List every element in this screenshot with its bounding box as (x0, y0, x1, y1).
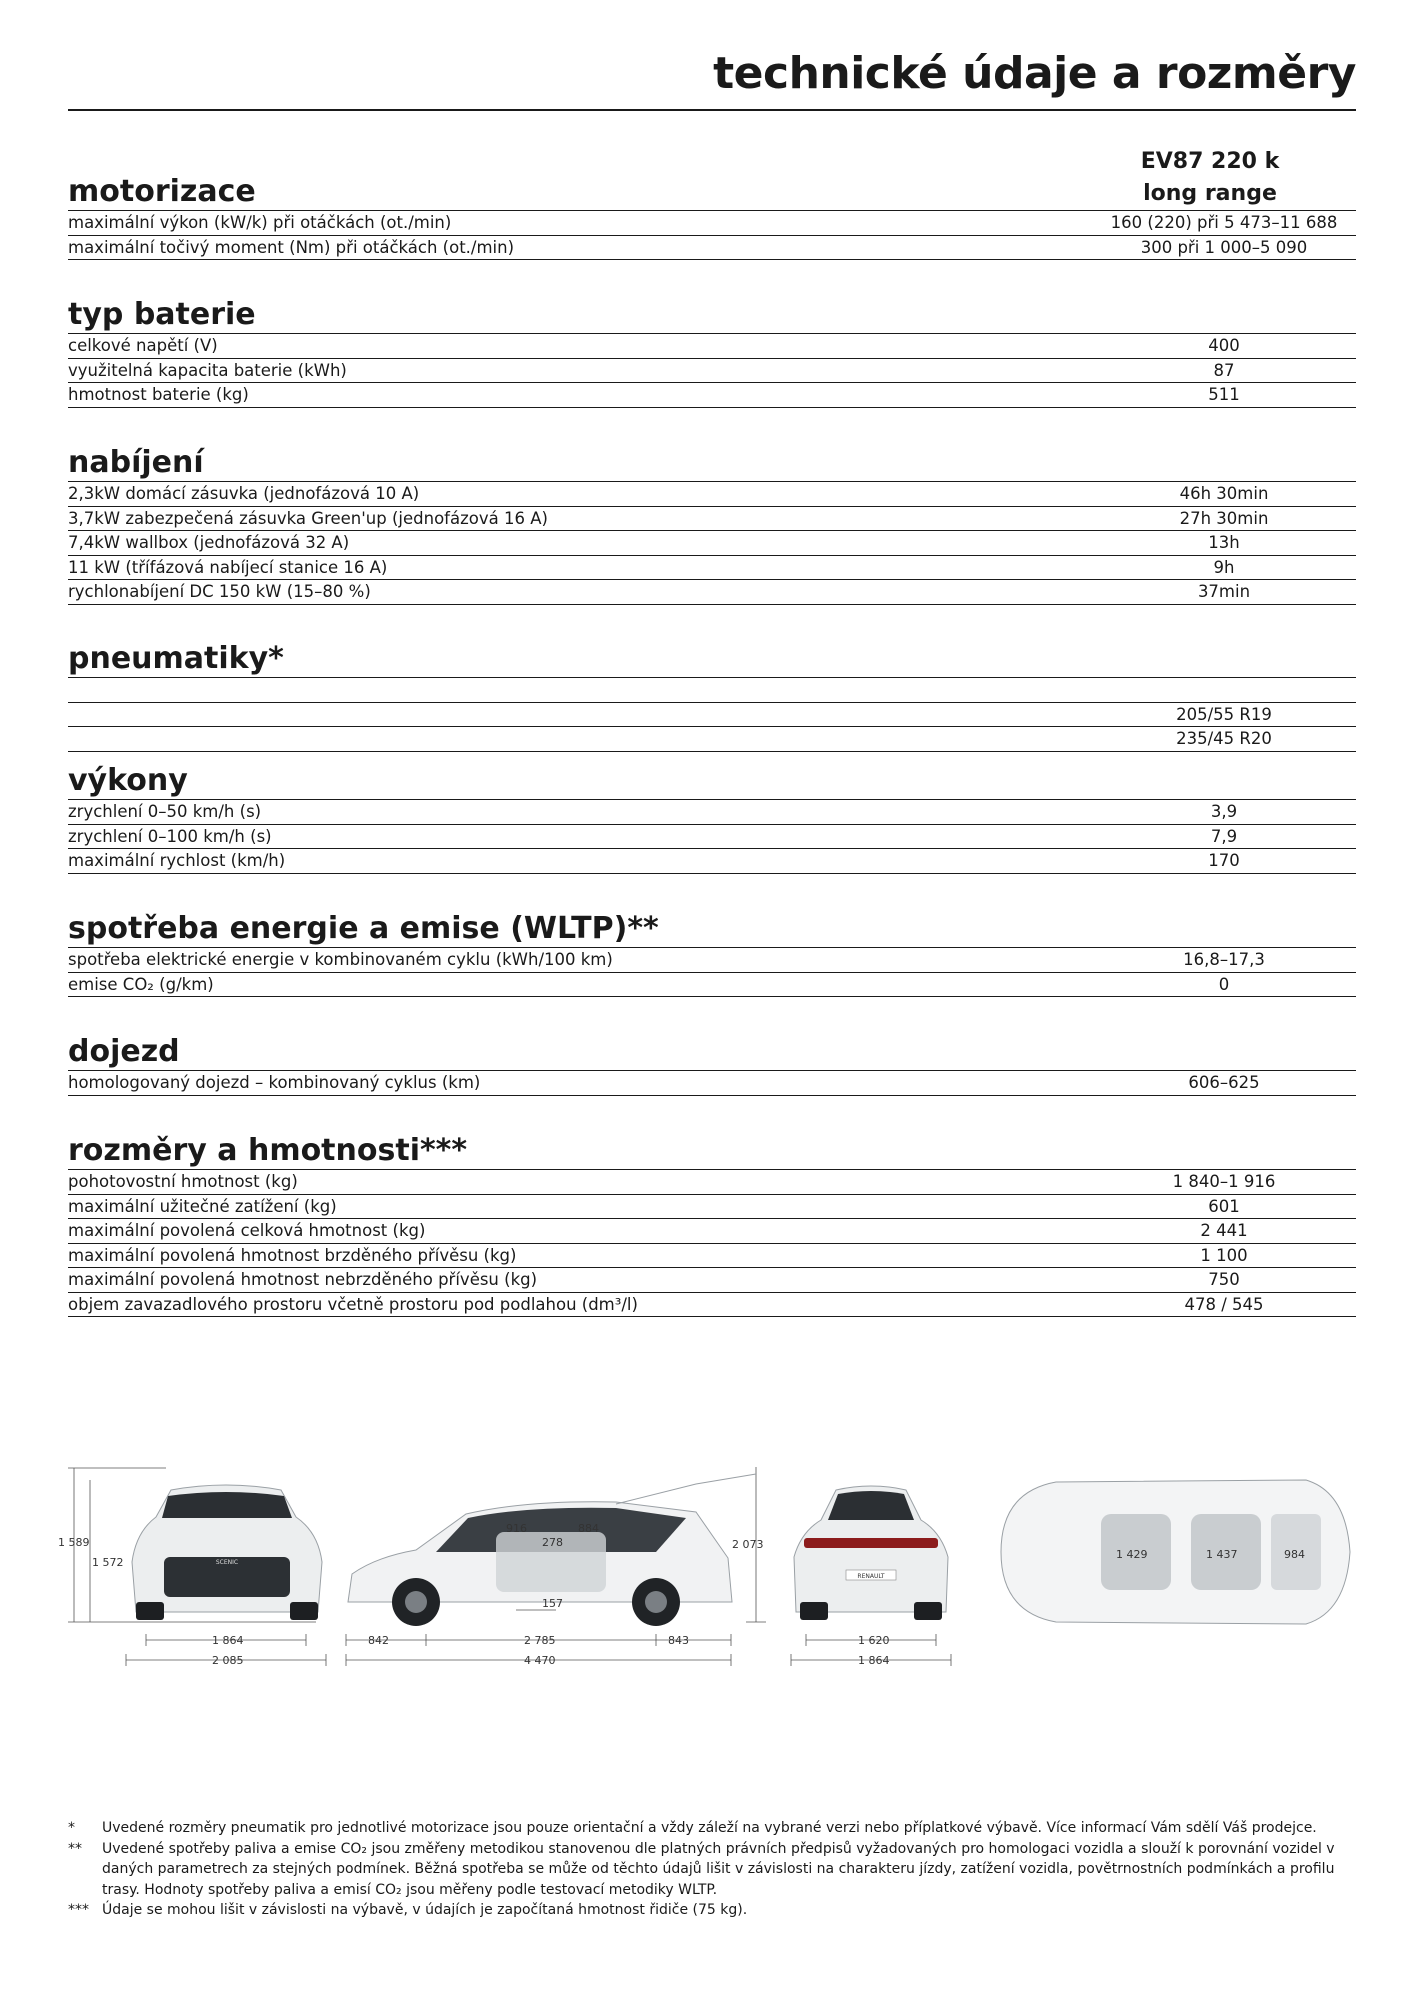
spec-value: 478 / 545 (1184, 1294, 1264, 1314)
dim-interior-front: 916 (506, 1522, 527, 1535)
section-pneumatiky (68, 637, 1356, 752)
spec-value: 7,9 (1210, 826, 1238, 846)
spec-label: homologovaný dojezd – kombinovaný cyklus (km) (68, 1073, 481, 1093)
table-row (68, 556, 1356, 581)
spec-label: zrychlení 0–100 km/h (s) (68, 826, 272, 846)
footnote-text: Uvedené rozměry pneumatik pro jednotlivé motorizace jsou pouze orientační a vždy záleží na vybrané verzi nebo příplatkové výbavě. Více informací Vám sdělí Váš prodejce. (102, 1820, 1317, 1836)
spec-label: 11 kW (třífázová nabíjecí stanice 16 A) (68, 557, 388, 577)
section-heading: rozměry a hmotnosti*** (68, 1129, 1356, 1170)
section-heading: dojezd (68, 1030, 1356, 1071)
footnote (68, 1900, 1356, 1921)
spec-value: 13h (1208, 533, 1240, 553)
dim-rear-overhang: 843 (668, 1634, 689, 1647)
spec-label: 3,7kW zabezpečená zásuvka Green'up (jednofázová 16 A) (68, 508, 548, 528)
footnote (68, 1818, 1356, 1839)
spec-label: spotřeba elektrické energie v kombinovaném cyklu (kWh/100 km) (68, 950, 613, 970)
footnote-text: Uvedené spotřeby paliva a emise CO₂ jsou změřeny metodikou stanovenou dle platných právních předpisů vyžadovaných pro homologaci vozidla a slouží k porovnání vozidel v daných parametrech za stejných podmínek. Běžná spotřeba se může od těchto údajů lišit v závislosti na charakteru jízdy, zatížení vozidla, povětrnostních podmínkách a profilu trasy. Hodnoty spotřeby paliva a emisí CO₂ jsou měřeny podle testovací metodiky WLTP. (102, 1840, 1335, 1898)
spec-label: emise CO₂ (g/km) (68, 974, 214, 994)
spec-value: 170 (1208, 851, 1240, 871)
section-heading: nabíjení (68, 441, 1356, 482)
spec-label: maximální rychlost (km/h) (68, 851, 286, 871)
rear-badge: RENAULT (857, 1573, 885, 1580)
dim-top-width-front: 1 429 (1116, 1548, 1148, 1561)
spec-label: maximální povolená celková hmotnost (kg) (68, 1221, 426, 1241)
table-row (68, 973, 1356, 998)
footnote-mark: * (68, 1820, 75, 1836)
spec-value: 601 (1208, 1196, 1240, 1216)
spec-value: 0 (1218, 974, 1230, 994)
spec-value: 27h 30min (1179, 508, 1269, 528)
spec-value: 300 při 1 000–5 090 (1140, 237, 1308, 257)
table-row (68, 948, 1356, 973)
spec-label: celkové napětí (V) (68, 336, 218, 356)
section-nabijeni (68, 441, 1356, 605)
table-row (68, 334, 1356, 359)
page-title: technické údaje a rozměry (713, 48, 1356, 99)
spec-label: hmotnost baterie (kg) (68, 385, 249, 405)
table-row (68, 1170, 1356, 1195)
table-row (68, 211, 1356, 236)
blank-row (68, 678, 1356, 703)
table-row (68, 825, 1356, 850)
table-row (68, 507, 1356, 532)
spec-value: 750 (1208, 1270, 1240, 1290)
table-row (68, 1219, 1356, 1244)
table-row (68, 359, 1356, 384)
spec-label: objem zavazadlového prostoru včetně prostoru pod podlahou (dm³/l) (68, 1294, 638, 1314)
title-divider (68, 109, 1356, 111)
section-spotreba (68, 907, 1356, 997)
dim-front-width: 1 864 (212, 1634, 244, 1647)
table-row (68, 1071, 1356, 1096)
table-row (68, 236, 1356, 261)
dim-front-height-total: 1 589 (58, 1536, 90, 1549)
car-rear-view (794, 1486, 948, 1620)
spec-value: 16,8–17,3 (1183, 950, 1265, 970)
table-row (68, 1293, 1356, 1318)
dim-front-overhang: 842 (368, 1634, 389, 1647)
dim-front-width-mirrors: 2 085 (212, 1654, 244, 1667)
table-row (68, 482, 1356, 507)
section-dojezd (68, 1030, 1356, 1096)
footnote-mark: ** (68, 1840, 82, 1857)
table-row (68, 800, 1356, 825)
vehicle-dimensions-diagram (56, 1462, 1356, 1692)
spec-label: maximální výkon (kW/k) při otáčkách (ot./min) (68, 213, 452, 233)
section-heading: typ baterie (68, 293, 1356, 334)
spec-value: 3,9 (1210, 802, 1238, 822)
spec-value: 9h (1213, 557, 1235, 577)
section-motorizace (68, 170, 1356, 260)
footnotes (68, 1818, 1356, 1921)
spec-label: zrychlení 0–50 km/h (s) (68, 802, 262, 822)
footnote (68, 1839, 1356, 1901)
section-typ-baterie (68, 293, 1356, 408)
table-row (68, 580, 1356, 605)
table-row (68, 383, 1356, 408)
table-row (68, 1244, 1356, 1269)
spec-label: využitelná kapacita baterie (kWh) (68, 360, 347, 380)
spec-label: 7,4kW wallbox (jednofázová 32 A) (68, 533, 350, 553)
spec-value: 1 840–1 916 (1172, 1172, 1276, 1192)
section-vykony (68, 759, 1356, 874)
dim-interior-mid: 278 (542, 1536, 563, 1549)
spec-value: 606–625 (1188, 1073, 1260, 1093)
dim-ground-clearance: 157 (542, 1597, 563, 1610)
spec-label: maximální povolená hmotnost nebrzděného přívěsu (kg) (68, 1270, 538, 1290)
table-row (68, 1268, 1356, 1293)
section-heading: motorizace (68, 170, 1356, 211)
dim-interior-rear: 884 (578, 1522, 599, 1535)
footnote-text: Údaje se mohou lišit v závislosti na výbavě, v údajích je započítaná hmotnost řidiče (75 kg). (102, 1902, 748, 1918)
column-header-line1: EV87 220 k (1140, 149, 1280, 174)
dim-top-boot-width: 984 (1284, 1548, 1305, 1561)
spec-label: 2,3kW domácí zásuvka (jednofázová 10 A) (68, 484, 420, 504)
column-header-line2: long range (1143, 181, 1277, 206)
spec-value: 37min (1197, 582, 1251, 602)
spec-label: maximální točivý moment (Nm) při otáčkách (ot./min) (68, 237, 515, 257)
section-rozmery (68, 1129, 1356, 1317)
spec-value: 205/55 R19 (1176, 704, 1272, 724)
table-row (68, 1195, 1356, 1220)
spec-value: 235/45 R20 (1176, 729, 1272, 749)
dim-length: 4 470 (524, 1654, 556, 1667)
dim-front-height-roof: 1 572 (92, 1556, 124, 1569)
section-heading: pneumatiky* (68, 637, 1356, 678)
spec-label: maximální užitečné zatížení (kg) (68, 1196, 337, 1216)
dim-rear-track: 1 620 (858, 1634, 890, 1647)
spec-label: maximální povolená hmotnost brzděného přívěsu (kg) (68, 1245, 517, 1265)
dim-rear-width: 1 864 (858, 1654, 890, 1667)
dim-top-width-rear: 1 437 (1206, 1548, 1238, 1561)
spec-value: 511 (1208, 385, 1240, 405)
spec-value: 46h 30min (1179, 484, 1269, 504)
spec-value: 160 (220) při 5 473–11 688 (1110, 213, 1338, 233)
dim-height-tailgate: 2 073 (732, 1538, 764, 1551)
spec-value: 2 441 (1200, 1221, 1248, 1241)
spec-label: pohotovostní hmotnost (kg) (68, 1172, 298, 1192)
table-row (68, 849, 1356, 874)
footnote-mark: *** (68, 1902, 89, 1918)
table-row (68, 703, 1356, 728)
dim-wheelbase: 2 785 (524, 1634, 556, 1647)
table-row (68, 531, 1356, 556)
spec-value: 87 (1213, 360, 1235, 380)
section-heading: výkony (68, 759, 1356, 800)
table-row (68, 727, 1356, 752)
car-front-view (132, 1485, 322, 1620)
spec-label: rychlonabíjení DC 150 kW (15–80 %) (68, 582, 371, 602)
front-badge: SCENIC (215, 1559, 239, 1566)
spec-value: 1 100 (1200, 1245, 1248, 1265)
section-heading: spotřeba energie a emise (WLTP)** (68, 907, 1356, 948)
spec-value: 400 (1208, 336, 1240, 356)
